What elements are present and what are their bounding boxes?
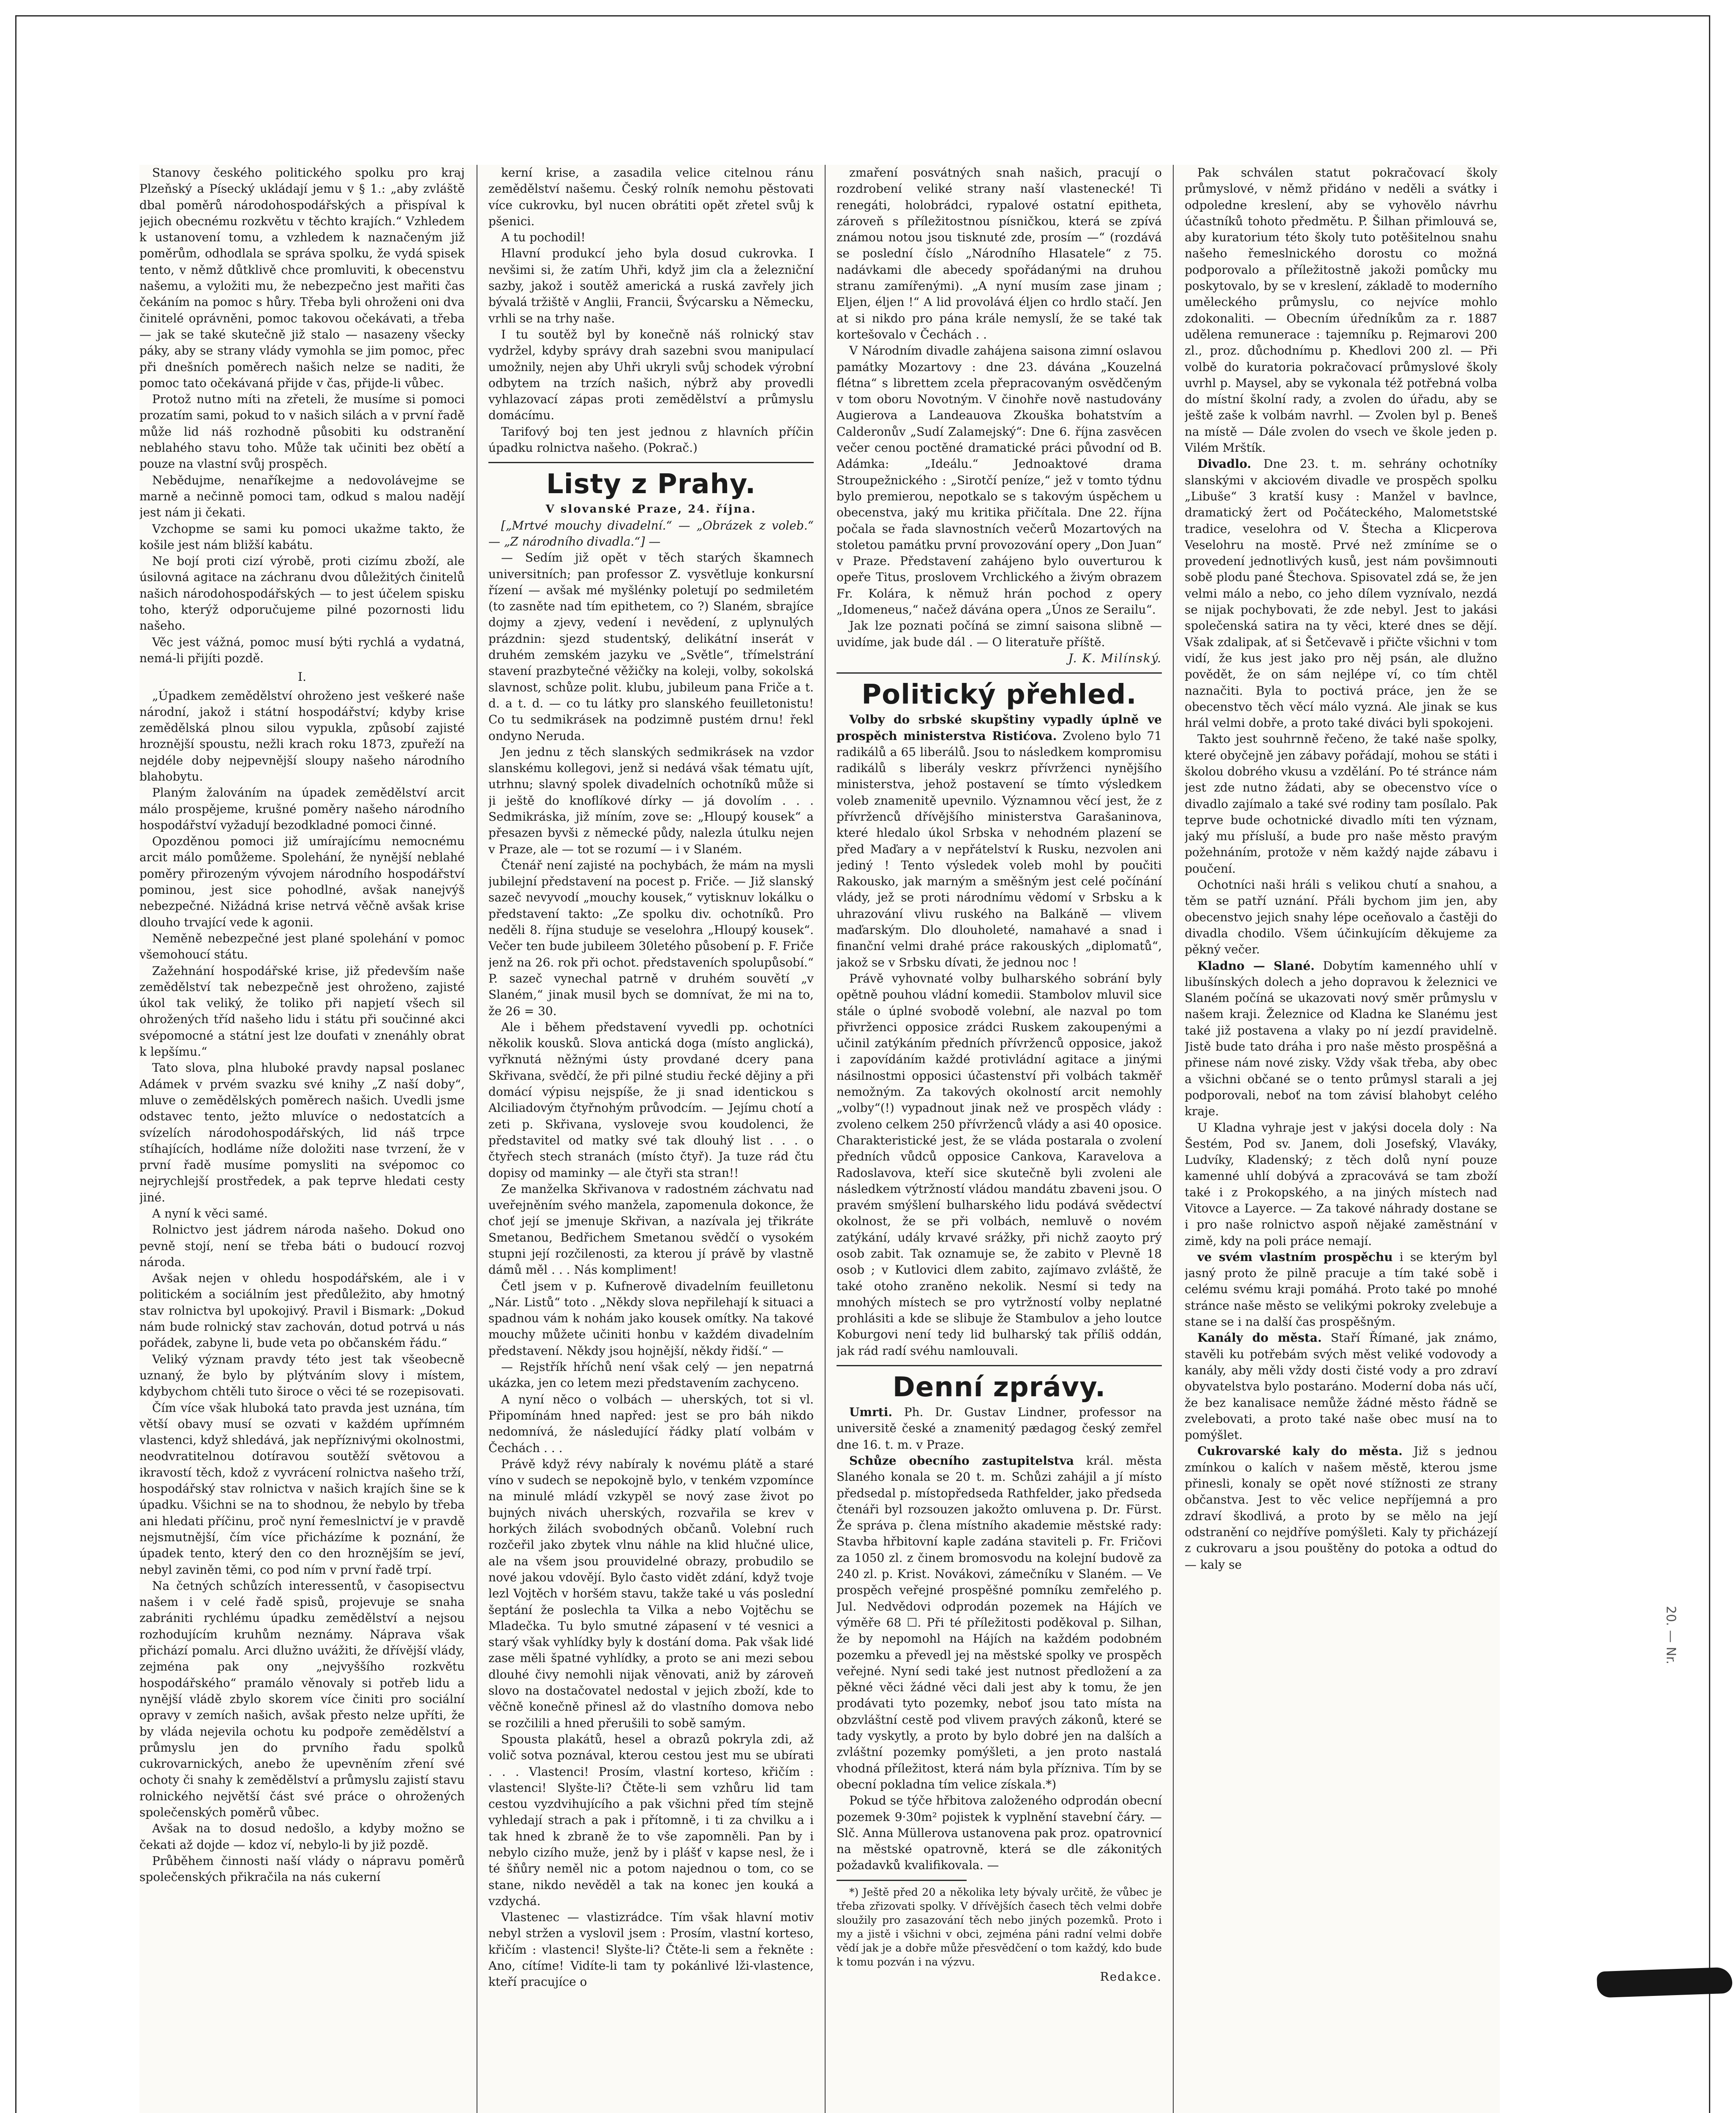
paragraph: „Úpadkem zemědělství ohroženo jest veškeré naše národní, jakož i státní hospodářství; kdyby krise zemědělská plnou silou vypukla, způsobí zajisté hroznější spoustu, nežli krach roku 1873, zpuřeží na nejdéle doby nejpevnější sloupy našeho národního blahobytu.	[139, 688, 465, 784]
paragraph: Jak lze poznati počíná se zimní saisona slibně — uvidíme, jak bude dál . — O literatuře příště.	[837, 619, 1162, 649]
paragraph: Právě když révy nabíraly k novému plátě a staré víno v sudech se nepokojně bylo, v tenkém vzpomínce na minulé mládí vzkypěl se nový zase život po bujných nivách uherských, rozvařila se krev v horkých žilách svobodných občanů. Volební ruch rozčeřil jako zbytek vlnu náhle na klid hlučné ulice, ale na všem jsou prouvidelné obrazy, probudilo se nové jakou vdovějí. Bylo často vidět zdání, když tvoje lezl Vojtěch v horšém stavu, takže také u vás poslední šeptání že poslechla ta Vilka a nebo Vojtěchu se Mladečka. Tu bylo smutné zápasení v té vesnici a starý však vyhlídky byly k dostání doma. Pak však lidé zase měli špatné vyhlídky, a proto se ani mezi sebou dlouhé čivy nemohli nijak věnovati, aniž by zároveň slovo na dostačovatel nedostal v jejich zboží, kde to věčně konečně přinesl až do vlastního domova nebo se rozčilili a hned přerušili to sobě samým.	[488, 1457, 814, 1730]
paragraph: Právě vyhovnaté volby bulharského sobrání byly opětně pouhou vládní komedii. Stambolov mluvil sice stále o úplné svobodě volební, ale nazval po tom přivrženci opposice zrádci Ruskem zakoupenými a učinil zatýkáním předních přívrženců opposice, jakož i zapovídáním každé protivládní agitace a jinými násilnostmi opposici účastenství při volbách takměř nemožným. Za takových okolností arcit nemohly „volby“(!) vypadnout jinak než ve prospěch vlády : zvoleno celkem 250 přívrženců vlády a asi 40 oposice. Charakteristické jest, že se vláda postarala o zvolení předních vůdců opposice Cankova, Karavelova a Radoslavova, kteří sice skutečně byli zvoleni ale následkem výtržností vládou mandátu zbaveni jsou. O pravém smýšlení bulharského lidu podává svědectví okolnost, že se při volbách, nemluvě o novém zatýkání, udály krvavé srážky, při nichž zaoyto prý osob zabit. Tak oznamuje se, že zabito v Plevně 18 osob ; v Kutlovici dlem zabito, zajímavo zvláště, že také otoho zraněno nekolik. Nesmí si tedy na mnohých místech se pro vytržností volby neplatné prohlásiti a kde se slibuje že Stambulov a jeho loutce Koburgovi není tedy lid bulharský tak příliš oddán, jak rád radí svéhu namlouvali.	[837, 971, 1162, 1358]
paragraph: V Národním divadle zahájena saisona zimní oslavou památky Mozartovy : dne 23. dávána „Kouzelná flétna“ s librettem zcela přepracovaným osvědčeným v tom oboru Novotným. V činohře nově nastudovány Augierova a Landeauova Zkouška bohatstvím a Calderonův „Sudí Zalamejský“: Dne 6. října zasvěcen večer cenou poctěné dramatické práci původní od B. Adámka: „Ideálu.“ Jednoaktové drama Stroupežnického : „Sirotčí peníze,“ jež v tomto týdnu bylo premierou, nepotkalo se s takovým úspěchem u obecenstva, jaký mu kritika přičítala. Dne 22. října počala se řada slavnostních večerů Mozartových na stoletou památku první provozování opery „Don Juan“ v Praze. Představení zahájeno bylo ouverturou k opeře Titus, proslovem Vrchlického a živým obrazem Fr. Kolára, k němuž hrán pochod z opery „Idomeneus,“ načež dávána opera „Únos ze Serailu“.	[837, 344, 1162, 617]
lead-in: ve svém vlastním prospěchu	[1197, 1250, 1393, 1264]
paragraph: I tu soutěž byl by konečně náš rolnický stav vydržel, kdyby správy drah sazebni svou manipulací umožnily, nejen aby Uhři ukryli svůj schodek výrobní odbytem na trzích našich, nýbrž aby provedli vyhlazovací zápas proti zemědělství a průmyslu domácímu.	[488, 327, 814, 423]
lead-in: Kanály do města.	[1197, 1331, 1322, 1345]
paragraph: Rolnictvo jest jádrem národa našeho. Dokud ono pevně stojí, není se třeba báti o budoucí rozvoj národa.	[139, 1223, 465, 1269]
lead-in: Cukrovarské kaly do města.	[1197, 1444, 1403, 1458]
paragraph: Spousta plakátů, hesel a obrazů pokryla zdi, až volič sotva poznával, kterou cestou jest mu se ubírati . . . Vlastenci! Prosím, vlastní korteso, křičím : vlastenci! Slyšte-li? Čtěte-li sem vzhůru lid tam cestou vyzdvihujícího a pak všichni před tím stejně vyhledají strach a pak i přítomně, i ti za chvilku a i tak hned k zbraně že to vše zapomněli. Pan by i nebylo cizího muže, jenž by i plášť v kapse nesl, že i té šňůry neměl nic a potom najednou o tom, co se stane, nikdo nevěděl a tak na konec jen kouká a vzdychá.	[488, 1732, 814, 1908]
paragraph-text: Dobytím kamenného uhlí v libušínských dolech a jeho dopravou k železnici ve Slaném počíná se ukazovati nový směr průmyslu v našem kraji. Železnice od Kladna ke Slanému jest také již postavena a vlaky po ní jezdí pravidelně. Jistě bude tato dráha i pro naše město prospěšná a přinese nám nové zisky. Vždy však třeba, aby obec a všichni občané se o tento průmysl starali a jej podporovali, neboť na tom závisí blahobyt celého kraje.	[1185, 958, 1497, 1119]
paragraph: Ochotníci naši hráli s velikou chutí a snahou, a těm se patří uznání. Přáli bychom jim jen, aby obecenstvo jejich snahy lépe oceňovalo a častěji do divadla chodilo. Všem účinkujícím děkujeme za pěkný večer.	[1185, 878, 1497, 957]
paragraph	[837, 1453, 1162, 1793]
paragraph: Čím více však hluboká tato pravda jest uznána, tím větší obavy musí se ozvati v každém upřímném vlastenci, když shledává, jak nepříznivými okolnostmi, neodvratitelnou dotíravou soutěží světovou a ikravostí těch, kdož z vyvrácení rolnictva našeho trží, hospodářský stav rolnictva v našich krajích šine se k úpadku. Všichni se na to shodnou, že nebylo by třeba ani hledati příčinu, proč nyní řemeslnictví je v pravdě nejsmutnější, čím více přicházíme k poznání, že úpadek tento, který den co den hroznějším se jeví, nebyl zaviněn těmi, co pod ním v první řadě trpí.	[139, 1400, 465, 1577]
paragraph: Stanovy českého politického spolku pro kraj Plzeňský a Písecký ukládají jemu v § 1.: „aby zvláště dbal poměrů národohospodářských a přispíval k jejich obecnému rozkvětu v těchto krajích.“ Vzhledem k ustanovení tomu, a vzhledem k naznačeným již poměrům, odhodlala se správa spolku, že vydá spisek tento, v němž důtklivě chce promluviti, k obecenstvu našemu, a vyložiti mu, že nebezpečno jest mařiti čas čekáním na pomoc s hůry. Třeba byli ohroženi oni dva činitelé oprávněni, pomoc takovou očekávati, a třeba — jak se také skutečně již stalo — nasazeny všecky páky, aby se strany vlády vymohla se jim pomoc, přec při dnešních poměrech našich nelze se naditi, že pomoc tato očekávaná přijde v čas, přijde-li vůbec.	[139, 166, 465, 390]
section-number: I.	[298, 670, 306, 684]
paragraph: Ale i během představení vyvedli pp. ochotníci několik kousků. Slova antická doga (místo anglická), vyřknutá něžnými ústy provdané dcery pana Skřivana, svědčí, že při pilné studiu řecké dějiny a při domácí výpisu nejspíše, že ji snad identickou s Alciliadovým čtyřnohým průvodcím. — Jejímu chotí a zeti p. Skřivana, vysloveje svou koudolenci, že představitel od matky své tak dlouhý list . . . o čtyřech stech stranách (místo čtyř). Ja tuze rád čtu dopisy od maminky — ale čtyři sta stran!!	[488, 1020, 814, 1180]
paragraph: Čtenář není zajisté na pochybách, že mám na mysli jubilejní představení na pocest p. Friče. — Již slanský sazeč nevyvodí „mouchy kousek,“ vytisknuv lokálku o představení takto: „Ze spolku div. ochotníků. Pro neděli 8. října studuje se veselohra „Hloupý kousek“. Večer ten bude jubileem 30letého působení p. F. Friče jenž na 26. rok při ochot. představeních spolupůsobí.“ P. sazeč vynechal patrně v druhém souvětí „v Slaném,“ jinak musil bych se domnívat, že mi na to, že 26 = 30.	[488, 858, 814, 1018]
heading-denni-zpravy: Denní zprávy.	[892, 1372, 1106, 1403]
column-3	[837, 165, 1162, 2113]
lead-in: Divadlo.	[1197, 457, 1251, 471]
paragraph-text: Zvoleno bylo 71 radikálů a 65 liberálů. Jsou to následkem kompromisu radikálů s liberály veskrz přívrženci nynějšího ministerstva, jehož postavení se tímto výsledkem voleb znamenitě upevnilo. Významnou věcí jest, že z přívrženců dřívějšího ministerstva Garašaninova, které hledalo úkol Srbska v nehodném plazení se před Maďary a v nepřátelství k Rusku, nezvolen ani jediný ! Tento výsledek voleb mohl by poučiti Rakousko, jak marným a směšným jest celé počínání vlády, jež se proti národnímu vědomí v Srbsku a k uhrazování vlivu ruského na Balkáně — vlivem maďarským. Dlo dlouholeté, namahavé a snad i finanční velmi drahé práce rakouských „diplomatů“, jakož se v Srbsku dívati, že jednou noc !	[837, 729, 1162, 969]
paragraph: A tu pochodil!	[501, 230, 586, 245]
footnote-divider	[837, 1880, 967, 1881]
paragraph: Tato slova, plna hluboké pravdy napsal poslanec Adámek v prvém svazku své knihy „Z naší doby“, mluve o zemědělských poměrech našich. Uvedli jsme odstavec tento, ježto mluvíce o nedostatcích a svízelích národohospodářských, lid náš trpce stíhajících, hodláme níže doložiti nase tvrzení, že v první řadě musíme pomysliti na svépomoc co nejrychlejší prostředek, a pak teprve hledati cesty jiné.	[139, 1061, 465, 1204]
paragraph: Průběhem činnosti naší vlády o nápravu poměrů společenských přikračila na nás cukerní	[139, 1854, 465, 1884]
paragraph	[1185, 456, 1497, 731]
side-mark-text: 20. — Nr.	[1663, 1606, 1678, 1665]
paragraph: Pak schválen statut pokračovací školy průmyslové, v němž přidáno v neděli a svátky i odpoledne kreslení, aby se vyhovělo návrhu účastníků tohoto předmětu. P. Šilhan přimlouvá se, aby kuratorium této školy tuto potěšitelnou snahu našeho řemeslnického dorostu co možná podporovalo a příležitostně jakoži pomůcky mu poskytovalo, by se v kreslení, základě to moderního uměleckého průmyslu, co nejvíce mohlo zdokonaliti. — Obecním úředníkům za r. 1887 udělena remunerace : tajemníku p. Rejmarovi 200 zl., proz. důchodnímu p. Khedlovi 200 zl. — Při volbě do kuratoria pokračovací průmyslové školy uvrhl p. Maysel, aby se vykonala též potřebná volba do místní školní rady, a zvolen do úřadu, aby se ještě zaše k volbám navrhl. — Zvolen byl p. Beneš na místě — Dále zvolen do vsech ve škole jeden p. Vilém Mrštík.	[1185, 166, 1497, 455]
paragraph: Vzchopme se sami ku pomoci ukažme takto, že košile jest nám bližší kabátu.	[139, 521, 465, 552]
paragraph: Na četných schůzích interessentů, v časopisectvu našem i v celé řadě spisů, projevuje se snaha zabrániti rychlému úpadku zemědělství a nejsou rozhodujícím kruhům neznámy. Náprava však přichází pomalu. Arci dlužno uvážiti, že dřívější vlády, zejména pak ony „nejvyššího rozkvětu hospodářského“ pramálo věnovaly si potřeb lidu a nynější vládě zbylo skorem více činiti pro sociální opravy v zemích našich, avšak přesto nelze upříti, že by vláda nejevila ochotu ku podpoře zemědělství a průmyslu jen do prvního řadu spolků cukrovarnických, anebo že upevněním zření své ochoty či snahy k zemědělství a průmyslu zajistí stavu rolnického největší část své práce o ohrožených společenských poměrů vůbec.	[139, 1578, 465, 1819]
lead-in: Schůze obecního zastupitelstva	[849, 1453, 1074, 1468]
footnote: *) Ještě před 20 a několika lety bývaly určitě, že vůbec je třeba zřizovati spolky. V dřívějších časech těch velmi dobře sloužily pro zasazování těch nebo jiných pozemků. Proto i my a jistě i všichni v obci, zejména páni radní velmi dobře vědí jak je a dobře může přesvědčení o tom každý, kdo bude k tomu pozván i na výzvu.	[837, 1886, 1162, 1968]
column-rule	[1173, 165, 1174, 2113]
paragraph: zmaření posvátných snah našich, pracují o rozdrobení veliké strany naší vlastenecké! Ti renegáti, holobrádci, rypalové ostatní epitheta, zároveň s příležitostnou písničkou, která se zpívá známou notou jsou tisknuté zde, prosím —“ (rozdává se poslední číslo „Národního Hlasatele“ z 75. nadávkami dle abecedy spořádanými na druhou stranu zamířenými). „A nyní musím zase jinam ; Eljen, éljen !“ A lid provolává éljen co hrdlo stačí. Jen at si nikdo pro pána krále nemyslí, že se také tak kortešovalo v Čechách . .	[837, 166, 1162, 341]
paragraph: Avšak na to dosud nedošlo, a kdyby možno se čekati až dojde — kdoz ví, nebylo-li by již pozdě.	[139, 1821, 465, 1852]
paragraph: A nyní k věci samé.	[152, 1207, 268, 1220]
author-signature: J. K. Milínský.	[1068, 651, 1162, 665]
side-margin-mark	[1663, 1606, 1703, 2028]
paragraph-text: král. města Slaného konala se 20 t. m. Schůzi zahájil a jí místo předsedal p. místopředseda Rathfelder, jako předseda čtenáři byl rozsouzen jakožto omluvena p. Dr. Fürst. Že správa p. člena místního akademie městské rady: Stavba hřbitovní kaple zadána staviteli p. Fr. Fričovi za 1050 zl. z činem bromosvodu na kolejní budově za 240 zl. p. Krist. Novákovi, zámečníku v Slaném. — Ve prospěch veřejné prospěšné pomníku zemřelého p. Jul. Nedvědovi odprodán pozemek na Hájích ve výměře 68 ☐. Při té příležitosti poděkoval p. Silhan, že by nepomohl na Hájích na každém podobném pozemku a převedl jej na městské spolky ve prospěch veřejné. Nyní sedi také jest nutnost předložení a za pěkné věci žádné věci dali jest aby k tomu, že jen prodávati tyto pozemky, neboť jsou tato místa na obzvláštní cestě pod vlivem pravých zákonů, které se tady vyskytly, a proto by bylo dobré jen na dalších a zvláštní pozemky pomýšleti, a jen proto nastalá vhodná příležitost, která nám byla přízniva. Tím by se obecní pokladna tím velice získala.*)	[837, 1453, 1162, 1791]
paragraph: Zažehnání hospodářské krise, již především naše zemědělství tak nebezpečně jest ohroženo, zajisté úkol tak veliký, že toliko při napjetí všech sil ohrožených tříd našeho lidu i státu při součinné akci svépomocné a státní jest lze doufati v znenáhly obrat k lepšímu.“	[139, 964, 465, 1059]
paragraph: Hlavní produkcí jeho byla dosud cukrovka. I nevšimi si, že zatím Uhři, když jim cla a železniční sazby, jakož i soutěž americká a ruská zavřely jich bývalá tržiště v Anglii, Francii, Švýcarsku a Německu, vrhli se na trhy naše.	[488, 246, 814, 325]
paragraph: kerní krise, a zasadila velice citelnou ránu zemědělství našemu. Český rolník nemohu pěstovati více cukrovku, byl nucen obrátiti opět zřetel svůj k pšenici.	[488, 166, 814, 228]
paragraph	[1185, 1443, 1497, 1572]
subtitle: [„Mrtvé mouchy divadelní.“ — „Obrázek z voleb.“ — „Z národního divadla.“] —	[488, 518, 814, 549]
paragraph: Takto jest souhrnně řečeno, že také naše spolky, které obyčejně jen zábavy pořádají, mohou se státi i školou dobrého vkusu a vzdělání. Po té stránce nám jest zde nutno žádati, aby se obecenstvo více o divadlo zajímalo a také své rodiny tam posílalo. Pak teprve bude ochotnické divadlo míti ten význam, jaký mu přísluší, a bude pro naše město pravým požehnáním, protože v něm každý najde zábavu i poučení.	[1185, 732, 1497, 876]
paragraph	[1185, 1249, 1497, 1330]
column-rule	[825, 165, 826, 2113]
heading-listy-z-prahy: Listy z Prahy.	[546, 469, 756, 500]
paragraph-text: Staří Římané, jak známo, stavěli ku potřebám svých měst veliké vodovody a kanály, aby měli vždy dosti čisté vody a pro zdraví obyvatelstva bylo postaráno. Moderní doba nás učí, že bez kanalisace nemůže žádné město řádně se zvelebovati, a proto také naše obec musí na to pomýšlet.	[1185, 1331, 1497, 1442]
paragraph: Ze manželka Skřivanova v radostném záchvatu nad uveřejněním svého manžela, zapomenula dokonce, že choť její se jmenuje Skřivan, a nazívala jej třikráte Smetanou, Bedřichem Smetanou svědčí o vysokém stupni její rozčilenosti, za kterou jí právě by vlastně dámů měl . . . Nás kompliment!	[488, 1182, 814, 1277]
paragraph	[837, 712, 1162, 971]
paragraph: Protož nutno míti na zřeteli, že musíme si pomoci prozatím sami, pokud to v našich silách a v první řadě může lid náš rozhodně působiti ku odstranění neblahého stavu toho. Může tak učiniti bez obětí a pouze na vlastní svůj prospěch.	[139, 392, 465, 471]
paragraph: Ne bojí proti cizí výrobě, proti cizímu zboží, ale úsilovná agitace na záchranu dvou důležitých činitelů našich národohospodářských — to jest účelem spisku toho, kterýž odporučujeme pilné pozornosti lidu našeho.	[139, 554, 465, 633]
paragraph: Nebědujme, nenaříkejme a nedovolávejme se marně a nečinně pomoci tam, odkud s malou nadějí jest nám ji čekati.	[139, 473, 465, 520]
paragraph: Opozděnou pomoci již umírajícímu nemocnému arcit málo pomůžeme. Spolehání, že nynější neblahé poměry přirozeným vývojem národního hospodářství pominou, jest sice pohodlné, avšak nanejvýš nebezpečné. Nižádná krise netrvá věčně avšak krise dlouho trvající vede k agonii.	[139, 834, 465, 929]
paragraph-text: Již s jednou zmínkou o kalích v našem městě, kterou jsme přinesli, konaly se opět nové stížnosti ze strany občanstva. Jest to věc velice nepříjemná a pro zdraví škodlivá, a proto by se mělo na její odstranění co nejdříve pomýšleti. Kaly ty přicházejí z cukrovaru a jsou pouštěny do potoka a odtud do — kaly se	[1185, 1444, 1497, 1572]
newspaper-page	[139, 165, 1500, 2113]
column-2	[488, 165, 814, 2113]
paragraph: — Sedím již opět v těch starých škamnech universitních; pan professor Z. vysvětluje konkursní řízení — avšak mé myšlénky poletují po sedmiletém (to zasněte nad tím epithetem, co ?) Slaném, sbrajíce dojmy a zjevy, vedení i nevědení, z uplynulých prázdnin: sjezd studentský, delikátní inserát v druhém zemském jazyku ve „Světle“, třímelstrání stavení prazbytečné věžičky na koleji, volby, sokolská slavnost, schůze polit. klubu, jubileum pana Friče a t. d. a t. d. — co tu látky pro slanského feuilletonistu! Co tu sedmikrásek na podzimně pustém drnu! řekl ondyno Neruda.	[488, 551, 814, 743]
paragraph-text: Ph. Dr. Gustav Lindner, professor na universitě české a znamenitý pædagog český zemřel dne 16. t. m. v Praze.	[837, 1405, 1162, 1452]
paragraph: Jen jednu z těch slanských sedmikrásek na vzdor slanskému kollegovi, jenž si nedává však tématu ujít, utrhnu; slavný spolek divadelních ochotníků může si ji ještě do knoflíkové dírky — já dovolím . . . Sedmikráska, již míním, zove se: „Hloupý kousek“ a přesazen byvši z německé půdy, nalezla útulku nejen v Praze, ale — tot se rozumí — i v Slaném.	[488, 745, 814, 856]
paragraph: Pokud se týče hřbitova založeného odprodán obecní pozemek 9·30m² pojistek k vyplnění stavební čáry. — Slč. Anna Müllerova ustanovena pak proz. opatrovnicí na městské opatrovně, která se dle zákonitých požadavků kvalifikovala. —	[837, 1794, 1162, 1873]
paragraph: — Rejstřík hříchů není však celý — jen nepatrná ukázka, jen co letem mezi představením zachyceno.	[488, 1360, 814, 1390]
column-1	[139, 165, 465, 2113]
ink-blot	[1597, 1967, 1733, 1998]
paragraph: A nyní něco o volbách — uherských, tot si vl. Připomínám hned napřed: jest se pro báh nikdo nedomnívá, že následující řádky platí volbám v Čechách . . .	[488, 1392, 814, 1455]
section-divider	[837, 1365, 1162, 1366]
paragraph: Četl jsem v p. Kufnerově divadelním feuilletonu „Nár. Listů“ toto . „Někdy slova nepřilehají k situaci a spadnou vám k nohám jako kousek omítky. Na takové mouchy můžete učiniti honbu v každém divadelním představení. Někdy jsou hojnější, někdy řidší.“ —	[488, 1279, 814, 1358]
paragraph-text: i se kterým byl jasný proto že pilně pracuje a tím také sobě i celému svému kraji pomáhá. Proto také po mnohé stránce naše město se velikými pokroky zvelebuje a stane se i na další čas prospěšným.	[1185, 1250, 1497, 1329]
section-divider	[488, 462, 814, 463]
paragraph: Planým žalováním na úpadek zemědělství arcit málo prospějeme, krušné poměry našeho národního hospodářství vyžadují bezodkladné pomoci činné.	[139, 786, 465, 832]
paragraph-text: Dne 23. t. m. sehrány ochotníky slanskými v akciovém divadle ve prospěch spolku „Libuše“ 3 kratší kusy : Manžel v bavlnce, dramatický žert od Počáteckého, Malometstské tradice, veselohra od V. Štecha a Klicperova Veselohru na mostě. Prvé než zmíníme se o provedení jednotlivých kusů, jest nám povšimnouti sobě plodu pané Štechova. Spisovatel zdá se, že jen velmi málo a nebo, co jeho dílem vyznívalo, nezdá se nijak pochybovati, že zde nebyl. Jest to jakási společenská satira na ty věci, které dnes se dějí. Však zdalipak, ať si Šetčevavě i přičte všichni v tom vidí, že kus jest jako pro něj psán, ale dlužno povědět, že on sám nejlépe ví, co tím chtěl naznačiti. Byla to poctivá práce, jen že se obecenstvo těch věcí málo vyzná. Ale jinak se kus hrál velmi dobře, a proto také diváci byli spokojeni.	[1185, 457, 1497, 730]
paragraph: Tarifový boj ten jest jednou z hlavních příčin úpadku rolnictva našeho. (Pokrač.)	[488, 424, 814, 455]
paragraph: Neměně nebezpečné jest plané spolehání v pomoc všemohoucí státu.	[139, 931, 465, 962]
lead-in: Volby do srbské skupštiny vypadly úplně ve prospěch ministerstva Ristićova.	[837, 713, 1162, 743]
lead-in: Kladno — Slané.	[1197, 958, 1315, 973]
footnote-signature: Redakce.	[1100, 1969, 1162, 1984]
paragraph: Avšak nejen v ohledu hospodářském, ale i v politickém a sociálním jest předůležito, aby hmotný stav rolnictva byl upokojivý. Pravil i Bismark: „Dokud nám bude rolnický stav zachován, dotud potrvá u nás pořádek, zabyne li, bude veta po občanském řádu.“	[139, 1271, 465, 1350]
paragraph	[837, 1404, 1162, 1453]
paragraph: Veliký význam pravdy této jest tak všeobecně uznaný, že bylo by plýtváním slovy i místem, kdybychom chtěli tuto široce o věci té se rozepisovati.	[139, 1352, 465, 1399]
paragraph: Věc jest vážná, pomoc musí býti rychlá a vydatná, nemá-li přijíti pozdě.	[139, 635, 465, 665]
lead-in: Umrti.	[849, 1405, 893, 1420]
heading-politicky-prehled: Politický přehled.	[861, 679, 1137, 711]
column-4	[1185, 165, 1497, 2113]
dateline: V slovanské Praze, 24. října.	[545, 503, 757, 516]
paragraph	[1185, 1330, 1497, 1443]
paragraph: U Kladna vyhraje jest v jakýsi docela doly : Na Šestém, Pod sv. Janem, doli Josefský, Vlaváky, Ludvíky, Kladenský; z těch dolů nyní pouze kamenné uhlí dobývá a zpracovává se tam zboží také i z Prokopského, a na jiných místech nad Vitovce a Layerce. — Za takové náhrady dostane se i pro naše rolnictvo aspoň nějaké zaměstnání v zimě, kdy na poli práce nemají.	[1185, 1120, 1497, 1248]
paragraph: Vlastenec — vlastizrádce. Tím však hlavní motiv nebyl stržen a vyslovil jsem : Prosím, vlastní korteso, křičím : vlastenci! Slyšte-li? Čtěte-li sem a řekněte : Ano, cítíme! Vidíte-li tam ty pokánlivé lži-vlastence, kteří pracujíce o	[488, 1910, 814, 1989]
section-divider	[837, 672, 1162, 674]
paragraph	[1185, 958, 1497, 1120]
